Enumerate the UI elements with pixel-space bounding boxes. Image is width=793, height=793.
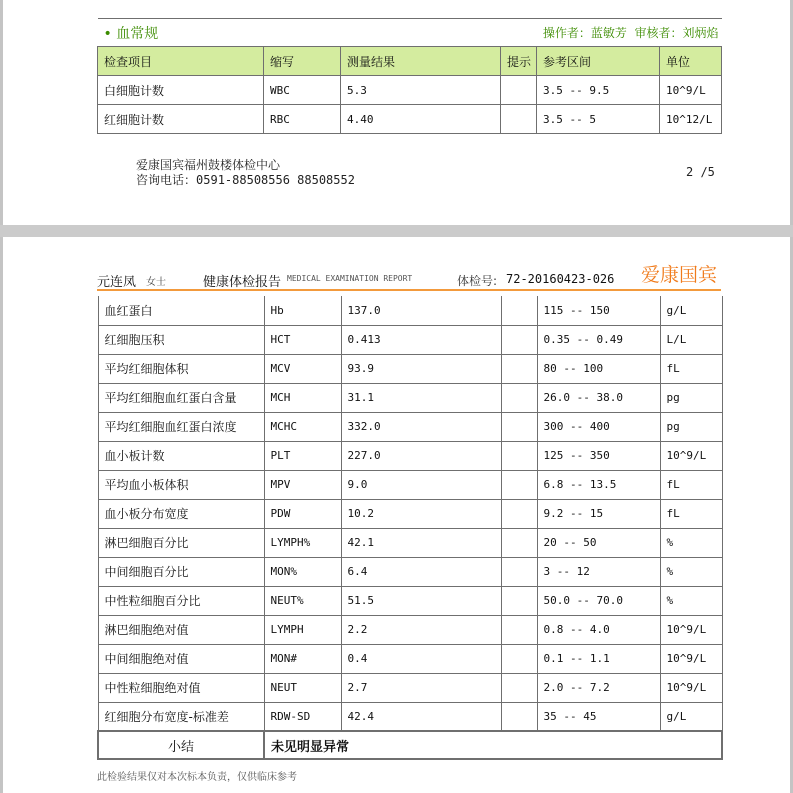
- section-title-text: 血常规: [116, 25, 159, 42]
- cell-result: 93.9: [341, 354, 501, 383]
- table-row: [98, 441, 722, 470]
- cell-result: 10.2: [341, 499, 501, 528]
- cell-item: 红细胞压积: [98, 325, 264, 354]
- header-item: 检查项目: [98, 47, 264, 76]
- cell-abbr: MPV: [264, 470, 341, 499]
- footer-phone: 0591-88508556 88508552: [196, 173, 355, 187]
- cell-range: 50.0 -- 70.0: [537, 586, 660, 615]
- table-row: [98, 615, 722, 644]
- cell-hint: [501, 441, 537, 470]
- section-title: • 血常规: [98, 19, 341, 47]
- cell-range: 9.2 -- 15: [537, 499, 660, 528]
- cell-abbr: HCT: [264, 325, 341, 354]
- header-abbr: 缩写: [264, 47, 341, 76]
- cell-abbr: RBC: [264, 105, 341, 134]
- cell-hint: [501, 673, 537, 702]
- page-edge: [0, 0, 3, 225]
- table-row: [98, 673, 722, 702]
- report-title: 健康体检报告: [203, 275, 282, 290]
- cell-range: 3 -- 12: [537, 557, 660, 586]
- cell-abbr: NEUT: [264, 673, 341, 702]
- table-row: [98, 325, 722, 354]
- cell-unit: g/L: [660, 296, 722, 325]
- cell-result: 227.0: [341, 441, 501, 470]
- cell-unit: L/L: [660, 325, 722, 354]
- reviewer-name: 刘炳焰: [682, 26, 719, 40]
- cell-range: 0.8 -- 4.0: [537, 615, 660, 644]
- cell-abbr: MCV: [264, 354, 341, 383]
- page-edge: [0, 237, 3, 793]
- cell-abbr: MON#: [264, 644, 341, 673]
- cell-hint: [501, 557, 537, 586]
- cell-result: 332.0: [341, 412, 501, 441]
- blood-routine-table: [97, 18, 722, 134]
- cell-result: 31.1: [341, 383, 501, 412]
- cell-range: 300 -- 400: [537, 412, 660, 441]
- cell-hint: [501, 383, 537, 412]
- cell-result: 0.4: [341, 644, 501, 673]
- cell-hint: [501, 354, 537, 383]
- table-row: [98, 383, 722, 412]
- cell-range: 0.1 -- 1.1: [537, 644, 660, 673]
- cell-unit: %: [660, 557, 722, 586]
- cell-unit: fL: [660, 470, 722, 499]
- cell-abbr: MON%: [264, 557, 341, 586]
- report-header: [97, 265, 721, 291]
- cell-unit: %: [660, 586, 722, 615]
- cell-result: 9.0: [341, 470, 501, 499]
- cell-item: 平均红细胞血红蛋白浓度: [98, 412, 264, 441]
- report-page-1: [0, 0, 793, 225]
- cell-unit: g/L: [660, 702, 722, 731]
- cell-result: 137.0: [341, 296, 501, 325]
- operator-label: 操作者：: [542, 26, 591, 40]
- summary-label: 小结: [98, 731, 264, 759]
- cell-range: 35 -- 45: [537, 702, 660, 731]
- cell-unit: 10^12/L: [660, 105, 722, 134]
- cell-item: 红细胞计数: [98, 105, 264, 134]
- cell-unit: 10^9/L: [660, 644, 722, 673]
- disclaimer: 此检验结果仅对本次标本负责，仅供临床参考: [97, 772, 297, 783]
- table-row: [98, 644, 722, 673]
- operator-reviewer: [341, 19, 722, 47]
- cell-range: 115 -- 150: [537, 296, 660, 325]
- cell-hint: [501, 296, 537, 325]
- cell-hint: [501, 615, 537, 644]
- cell-abbr: WBC: [264, 76, 341, 105]
- cell-result: 42.4: [341, 702, 501, 731]
- cell-result: 6.4: [341, 557, 501, 586]
- cell-abbr: LYMPH: [264, 615, 341, 644]
- cell-abbr: LYMPH%: [264, 528, 341, 557]
- table-row: [98, 528, 722, 557]
- cell-hint: [501, 586, 537, 615]
- cell-item: 中性粒细胞百分比: [98, 586, 264, 615]
- cell-range: 3.5 -- 5: [537, 105, 660, 134]
- cell-hint: [501, 105, 537, 134]
- cell-result: 51.5: [341, 586, 501, 615]
- cell-range: 80 -- 100: [537, 354, 660, 383]
- report-page-2: [0, 237, 793, 793]
- cell-hint: [501, 325, 537, 354]
- cell-result: 42.1: [341, 528, 501, 557]
- cell-unit: %: [660, 528, 722, 557]
- reviewer-label: 审核者：: [634, 26, 683, 40]
- cell-item: 平均红细胞体积: [98, 354, 264, 383]
- cell-abbr: RDW-SD: [264, 702, 341, 731]
- table-header-row: [98, 47, 722, 76]
- cell-hint: [501, 412, 537, 441]
- table-row: [98, 470, 722, 499]
- cell-result: 2.7: [341, 673, 501, 702]
- cell-range: 20 -- 50: [537, 528, 660, 557]
- patient-name: 元连凤: [97, 275, 137, 290]
- cell-unit: pg: [660, 412, 722, 441]
- operator-name: 蓝敏芳: [590, 26, 627, 40]
- cell-item: 红细胞分布宽度-标准差: [98, 702, 264, 731]
- cell-range: 26.0 -- 38.0: [537, 383, 660, 412]
- table-row: [98, 412, 722, 441]
- summary-value: 未见明显异常: [264, 731, 722, 759]
- cell-abbr: PLT: [264, 441, 341, 470]
- cell-unit: pg: [660, 383, 722, 412]
- cell-unit: 10^9/L: [660, 76, 722, 105]
- cell-abbr: Hb: [264, 296, 341, 325]
- cell-abbr: MCHC: [264, 412, 341, 441]
- cell-range: 0.35 -- 0.49: [537, 325, 660, 354]
- cell-item: 血红蛋白: [98, 296, 264, 325]
- cell-range: 3.5 -- 9.5: [537, 76, 660, 105]
- footer-org: 爱康国宾福州鼓楼体检中心: [136, 158, 281, 172]
- section-header-row: [98, 19, 722, 47]
- blood-routine-table-continued: [97, 296, 723, 760]
- cell-item: 血小板分布宽度: [98, 499, 264, 528]
- table-row: [98, 586, 722, 615]
- cell-unit: 10^9/L: [660, 441, 722, 470]
- cell-unit: 10^9/L: [660, 673, 722, 702]
- table-row: [98, 105, 722, 134]
- footer-phone-line: [136, 173, 355, 188]
- table-row: [98, 354, 722, 383]
- cell-unit: 10^9/L: [660, 615, 722, 644]
- cell-hint: [501, 528, 537, 557]
- report-subtitle: MEDICAL EXAMINATION REPORT: [287, 274, 413, 283]
- brand-logo: 爱康国宾: [640, 264, 717, 286]
- cell-item: 中性粒细胞绝对值: [98, 673, 264, 702]
- header-hint: 提示: [501, 47, 537, 76]
- header-range: 参考区间: [537, 47, 660, 76]
- cell-range: 125 -- 350: [537, 441, 660, 470]
- header-unit: 单位: [660, 47, 722, 76]
- header-result: 测量结果: [341, 47, 501, 76]
- table-row: [98, 702, 722, 731]
- cell-result: 5.3: [341, 76, 501, 105]
- cell-range: 2.0 -- 7.2: [537, 673, 660, 702]
- table-row: [98, 557, 722, 586]
- cell-item: 中间细胞绝对值: [98, 644, 264, 673]
- table-row: [98, 296, 722, 325]
- cell-result: 4.40: [341, 105, 501, 134]
- cell-result: 2.2: [341, 615, 501, 644]
- cell-item: 淋巴细胞百分比: [98, 528, 264, 557]
- cell-item: 平均血小板体积: [98, 470, 264, 499]
- summary-row: [98, 731, 722, 759]
- cell-item: 中间细胞百分比: [98, 557, 264, 586]
- cell-abbr: MCH: [264, 383, 341, 412]
- cell-abbr: NEUT%: [264, 586, 341, 615]
- cell-hint: [501, 76, 537, 105]
- cell-item: 淋巴细胞绝对值: [98, 615, 264, 644]
- patient-gender: 女士: [146, 277, 166, 288]
- cell-hint: [501, 702, 537, 731]
- cell-unit: fL: [660, 354, 722, 383]
- exam-id: 72-20160423-026: [506, 272, 615, 286]
- exam-id-label: 体检号:: [457, 274, 498, 288]
- cell-hint: [501, 470, 537, 499]
- page-footer: [136, 158, 355, 188]
- footer-phone-label: 咨询电话：: [136, 173, 197, 187]
- page-number: 2 /5: [686, 165, 715, 179]
- cell-unit: fL: [660, 499, 722, 528]
- cell-range: 6.8 -- 13.5: [537, 470, 660, 499]
- cell-result: 0.413: [341, 325, 501, 354]
- cell-hint: [501, 499, 537, 528]
- table-row: [98, 76, 722, 105]
- cell-item: 平均红细胞血红蛋白含量: [98, 383, 264, 412]
- cell-abbr: PDW: [264, 499, 341, 528]
- cell-item: 血小板计数: [98, 441, 264, 470]
- cell-item: 白细胞计数: [98, 76, 264, 105]
- cell-hint: [501, 644, 537, 673]
- table-row: [98, 499, 722, 528]
